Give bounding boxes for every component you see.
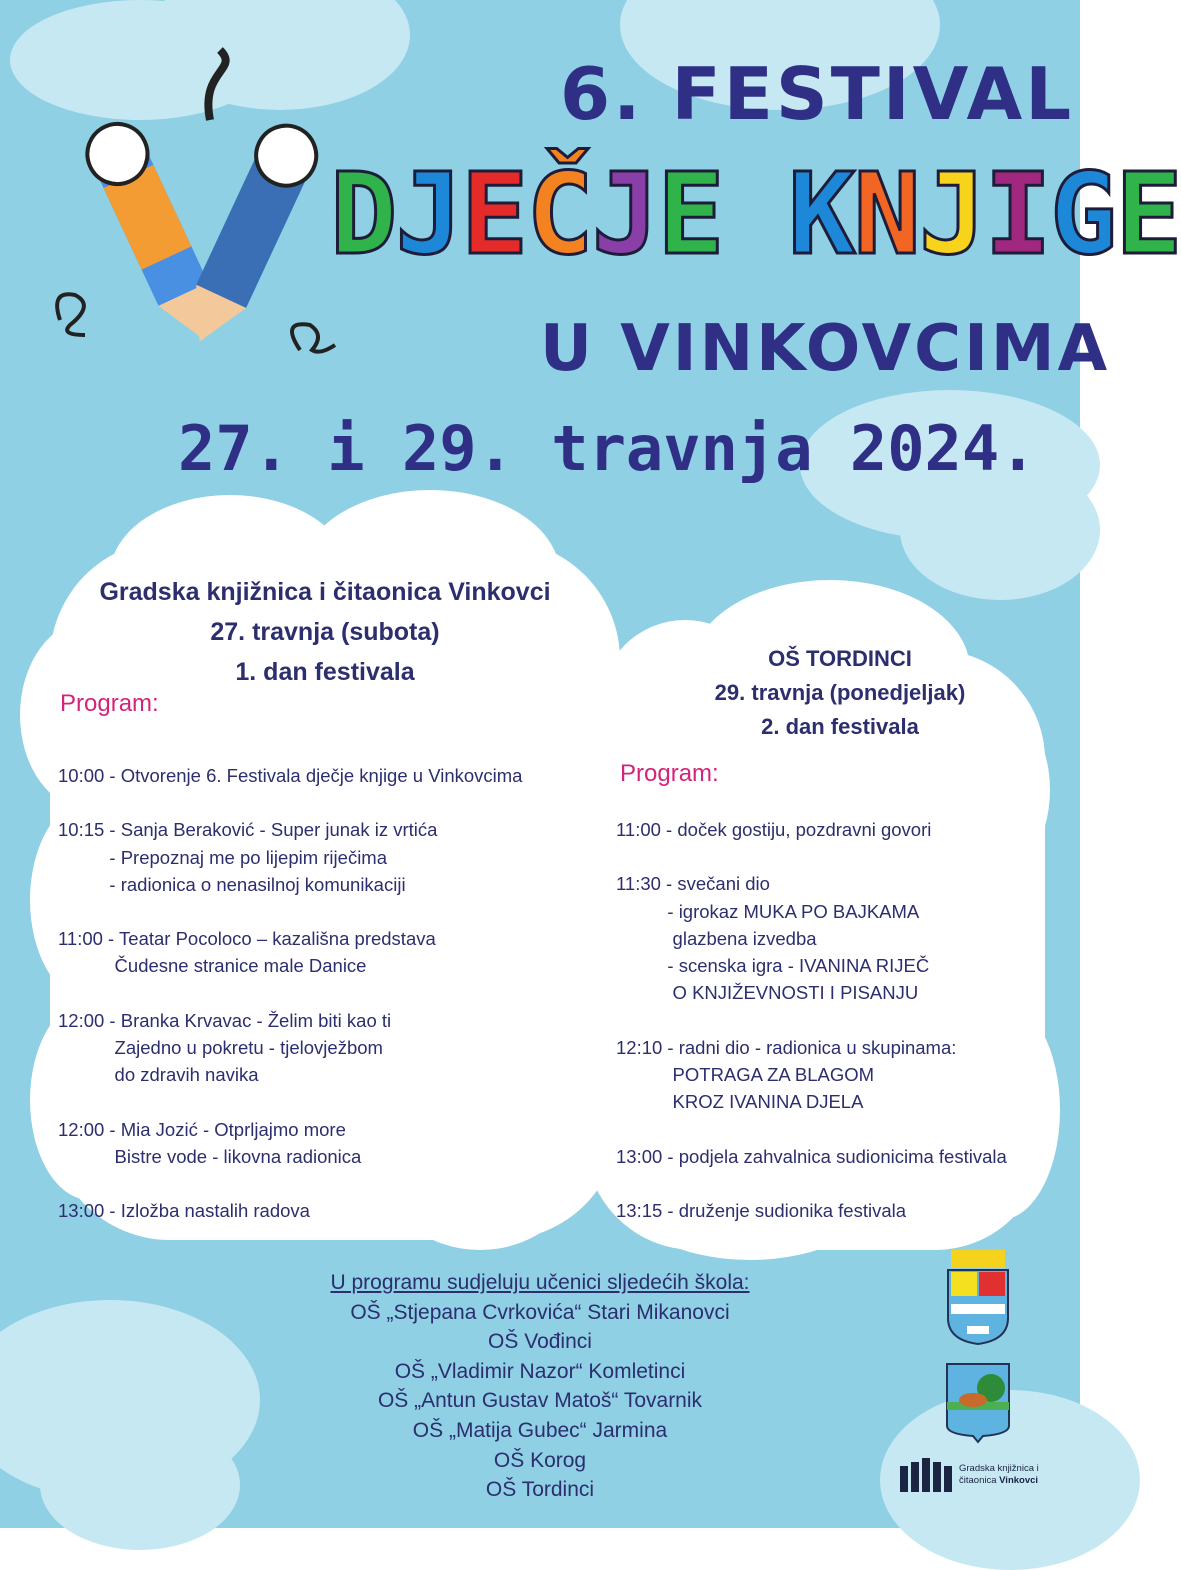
- library-logo-icon: [900, 1458, 952, 1492]
- library-name-line1: Gradska knjižnica i: [959, 1463, 1039, 1474]
- day1-date: 27. travnja (subota): [210, 618, 440, 646]
- festival-city: U VINKOVCIMA: [540, 312, 1111, 386]
- day1-header: [30, 572, 620, 692]
- school-item: OŠ „Matija Gubec“ Jarmina: [412, 1418, 668, 1442]
- title-letter: Č: [526, 150, 592, 280]
- school-item: OŠ „Vladimir Nazor“ Komletinci: [394, 1359, 686, 1383]
- day2-day: 2. dan festivala: [761, 714, 919, 739]
- schools-heading: U programu sudjeluju učenici sljedećih škola:: [330, 1271, 750, 1294]
- program-entry: 12:00 - Mia Jozić - Otprljajmo more Bistre vode - likovna radionica: [58, 1118, 362, 1167]
- title-letter: I: [984, 150, 1050, 280]
- school-item: OŠ „Antun Gustav Matoš“ Tovarnik: [377, 1389, 703, 1413]
- program-entry: 13:15 - druženje sudionika festivala: [616, 1199, 907, 1221]
- program-entry: 11:30 - svečani dio - igrokaz MUKA PO BAJKAMA glazbena izvedba - scenska igra - IVANINA RIJEČ O KNJIŽEVNOSTI I PISANJU: [616, 873, 930, 1004]
- title-letter: D: [330, 150, 396, 280]
- festival-number: 6. FESTIVAL: [560, 52, 1075, 136]
- program-entry: 10:00 - Otvorenje 6. Festivala dječje knjige u Vinkovcima: [58, 765, 523, 786]
- title-letter: G: [1049, 150, 1116, 280]
- day2-program-list: [616, 816, 1007, 1251]
- county-coat-of-arms: [945, 1362, 1011, 1444]
- festival-title: [330, 150, 1181, 280]
- school-item: OŠ Vođinci: [488, 1330, 592, 1354]
- school-item: OŠ „Stjepana Cvrkovića“ Stari Mikanovci: [350, 1300, 730, 1324]
- day1-program-list: [58, 762, 522, 1252]
- title-letter: [723, 150, 788, 280]
- day1-day: 1. dan festivala: [235, 658, 415, 686]
- program-entry: 12:10 - radni dio - radionica u skupinama: POTRAGA ZA BLAGOM KROZ IVANINA DJELA: [616, 1036, 957, 1113]
- title-letter: N: [853, 150, 919, 280]
- title-letter: J: [591, 150, 658, 280]
- program-entry: 13:00 - Izložba nastalih radova: [58, 1200, 310, 1222]
- city-coat-of-arms: [945, 1248, 1011, 1346]
- library-logo: [900, 1458, 1039, 1492]
- program-entry: 12:00 - Branka Krvavac - Želim biti kao ti Zajedno u pokretu - tjelovježbom do zdravih navika: [58, 1009, 392, 1086]
- festival-logo-pencils: [50, 50, 340, 380]
- day2-header: [600, 642, 1080, 744]
- library-name-line2: čitaonica: [959, 1475, 1000, 1486]
- program-entry: 13:00 - podjela zahvalnica sudionicima festivala: [616, 1145, 1007, 1167]
- schools-section: [250, 1268, 830, 1505]
- program-entry: 10:15 - Sanja Beraković - Super junak iz vrtića - Prepoznaj me po lijepim riječima - radionica o nenasilnoj komunikaciji: [58, 819, 438, 895]
- title-letter: J: [395, 150, 461, 280]
- day2-venue: OŠ TORDINCI: [768, 646, 912, 671]
- title-letter: K: [788, 150, 854, 280]
- day2-program-label: Program:: [620, 760, 719, 787]
- title-letter: E: [460, 150, 527, 280]
- day2-date: 29. travnja (ponedjeljak): [714, 680, 966, 705]
- title-letter: E: [657, 150, 723, 280]
- school-item: OŠ Korog: [493, 1448, 587, 1472]
- day1-venue: Gradska knjižnica i čitaonica Vinkovci: [99, 578, 551, 606]
- title-letter: E: [1115, 150, 1181, 280]
- title-letter: J: [918, 150, 985, 280]
- program-entry: 11:00 - doček gostiju, pozdravni govori: [616, 819, 932, 840]
- day1-program-label: Program:: [60, 690, 159, 717]
- library-name-city: Vinkovci: [999, 1475, 1039, 1486]
- school-item: OŠ Tordinci: [485, 1478, 595, 1502]
- festival-dates: 27. i 29. travnja 2024.: [178, 412, 1037, 485]
- program-entry: 11:00 - Teatar Pocoloco – kazališna predstava Čudesne stranice male Danice: [58, 928, 436, 977]
